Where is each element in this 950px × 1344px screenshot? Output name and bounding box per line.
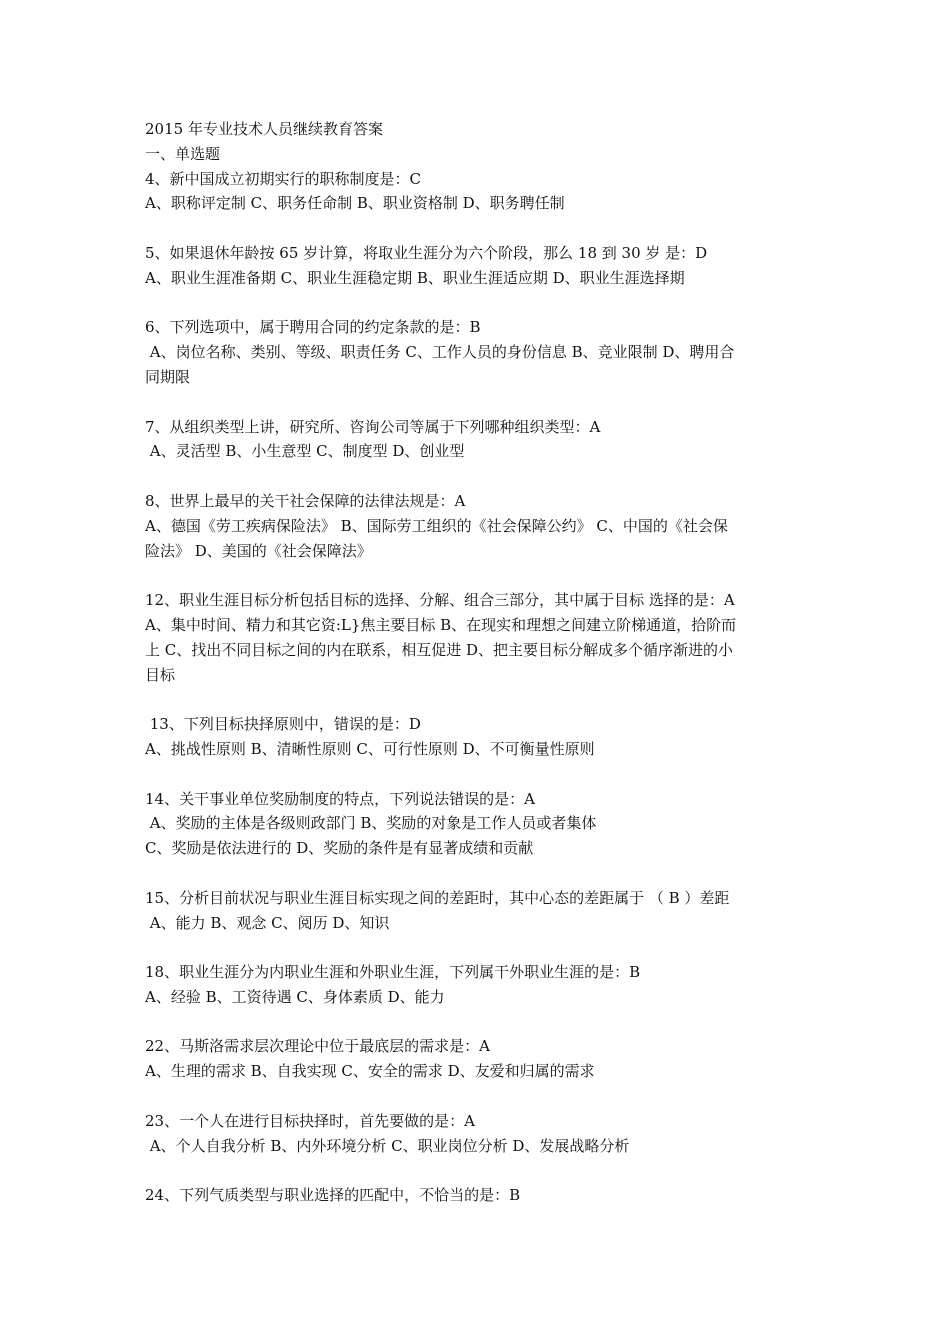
question-options: A、职业生涯准备期 C、职业生涯稳定期 B、职业生涯适应期 D、职业生涯选择期: [145, 268, 685, 287]
question-14: [145, 787, 813, 861]
question-options-continued: 险法》 D、美国的《社会保障法》: [145, 541, 372, 560]
question-24: [145, 1183, 813, 1208]
question-options-continued: C、奖励是依法进行的 D、奖励的条件是有显著成绩和贡献: [145, 839, 534, 858]
question-options: A、岗位名称、类别、等级、职责任务 C、工作人员的身份信息 B、竞业限制 D、聘用合: [145, 343, 735, 362]
question-text: 15、分析目前状况与职业生涯目标实现之间的差距时，其中心态的差距属于 （ B ）差距: [145, 888, 730, 907]
question-text: 14、关干事业单位奖励制度的特点，下列说法错误的是：A: [145, 789, 535, 808]
question-options: A、挑战性原则 B、清晰性原则 C、可行性原则 D、不可衡量性原则: [145, 739, 595, 758]
section-heading: 一、单选题: [145, 144, 221, 163]
question-15: [145, 886, 813, 936]
question-text: 6、下列选项中，属于聘用合同的约定条款的是：B: [145, 318, 481, 337]
spacer: [145, 390, 813, 415]
question-options-continued: 同期限: [145, 367, 191, 386]
question-text: 8、世界上最早的关干社会保障的法律法规是：A: [145, 491, 466, 510]
spacer: [145, 563, 813, 588]
question-text: 13、下列目标抉择原则中，错误的是：D: [145, 715, 421, 734]
question-text: 5、如果退休年龄按 65 岁计算，将取业生涯分为六个阶段，那么 18 到 30 岁 是：D: [145, 243, 708, 262]
question-options-continued: 上 C、找出不同目标之间的内在联系，相互促进 D、把主要目标分解成多个循序渐进的小: [145, 640, 734, 659]
question-8: [145, 489, 813, 563]
question-5: [145, 241, 813, 291]
question-22: [145, 1034, 813, 1084]
question-7: [145, 415, 813, 465]
question-options-continued: 目标: [145, 665, 176, 684]
question-options: A、奖励的主体是各级则政部门 B、奖励的对象是工作人员或者集体: [145, 814, 597, 833]
spacer: [145, 861, 813, 886]
question-13: [145, 712, 813, 762]
question-options: A、德国《劳工疾病保险法》 B、国际劳工组织的《社会保障公约》 C、中国的《社会保: [145, 516, 728, 535]
question-text: 7、从组织类型上讲，研究所、咨询公司等属于下列哪种组织类型：A: [145, 417, 601, 436]
question-18: [145, 960, 813, 1010]
spacer: [145, 216, 813, 241]
spacer: [145, 1158, 813, 1183]
question-23: [145, 1109, 813, 1159]
question-6: [145, 315, 813, 389]
question-options: A、能力 B、观念 C、阅历 D、知识: [145, 913, 390, 932]
question-text: 23、一个人在进行目标抉择时，首先要做的是：A: [145, 1111, 475, 1130]
question-options: A、灵活型 B、小生意型 C、制度型 D、创业型: [145, 442, 465, 461]
spacer: [145, 291, 813, 316]
question-options: A、生理的需求 B、自我实现 C、安全的需求 D、友爱和归属的需求: [145, 1062, 595, 1081]
question-text: 24、下列气质类型与职业选择的匹配中，不恰当的是：B: [145, 1186, 521, 1205]
question-options: A、集中时间、精力和其它资:L}焦主要目标 B、在现实和理想之间建立阶梯通道，拾阶而: [145, 615, 737, 634]
question-text: 18、职业生涯分为内职业生涯和外职业生涯，下列属干外职业生涯的是：B: [145, 963, 641, 982]
question-options: A、职称评定制 C、职务任命制 B、职业资格制 D、职务聘任制: [145, 194, 565, 213]
spacer: [145, 762, 813, 787]
spacer: [145, 1010, 813, 1035]
spacer: [145, 1084, 813, 1109]
spacer: [145, 464, 813, 489]
question-options: A、个人自我分析 B、内外环境分析 C、职业岗位分析 D、发展战略分析: [145, 1136, 630, 1155]
question-12: [145, 588, 813, 687]
document-title: 2015 年专业技术人员继续教育答案: [145, 120, 383, 138]
question-4: [145, 167, 813, 217]
question-text: 4、新中国成立初期实行的职称制度是：C: [145, 169, 422, 188]
question-text: 22、马斯洛需求层次理论中位于最底层的需求是：A: [145, 1037, 490, 1056]
spacer: [145, 935, 813, 960]
question-text: 12、职业生涯目标分析包括目标的选择、分解、组合三部分，其中属于目标 选择的是：A: [145, 591, 735, 610]
spacer: [145, 687, 813, 712]
question-options: A、经验 B、工资待遇 C、身体素质 D、能力: [145, 987, 445, 1006]
document-body: [145, 117, 813, 1208]
